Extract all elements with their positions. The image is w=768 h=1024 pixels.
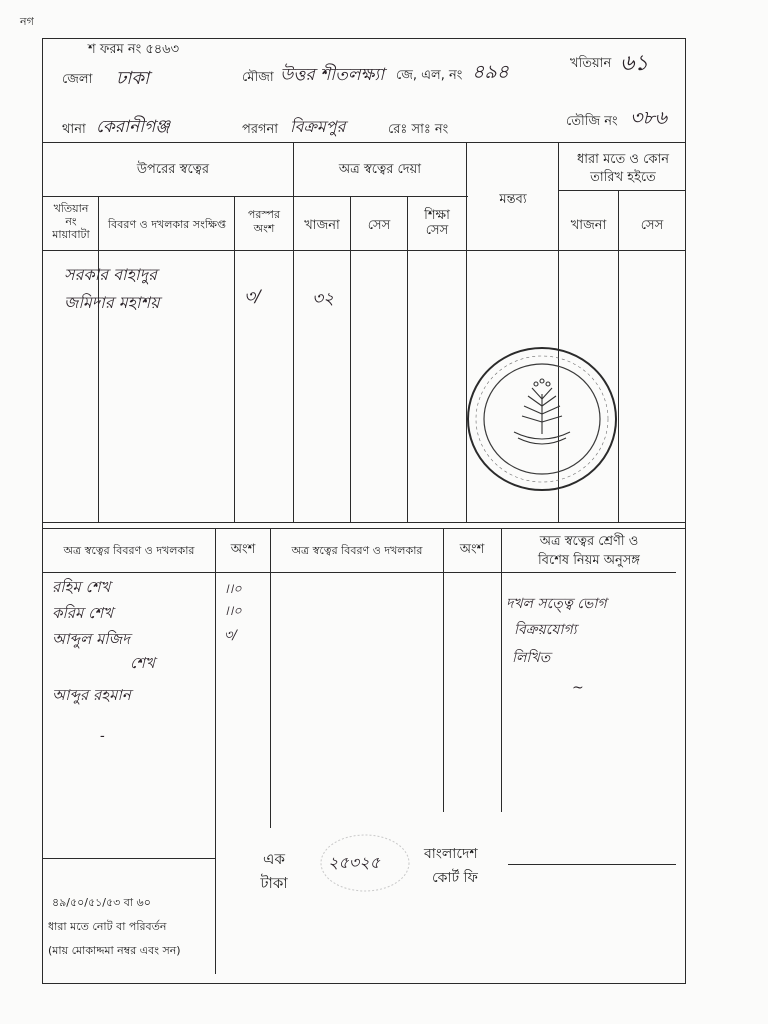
header-education-ses: শিক্ষা সেস [424, 208, 450, 238]
note-line-3: (মায় মোকাদ্দমা নম্বর এবং সন) [48, 944, 181, 957]
entry-share: ৩/ [244, 287, 261, 307]
owner-4: আব্দুর রহমান [52, 686, 131, 704]
share-1: ।।০ [224, 582, 242, 597]
thana-value: কেরানীগঞ্জ [96, 117, 170, 137]
table2-col-line [270, 528, 271, 828]
entry-khajna: ৩২ [312, 289, 335, 309]
header-section-date-1: ধারা মতে ও কোন [576, 152, 670, 167]
table1-col-line [350, 196, 351, 522]
table2-header-col5: অত্র স্বত্বের শ্রেণী ও বিশেষ নিয়ম অনুসঙ্গ [538, 534, 640, 568]
mouza-value: উত্তর শীতলক্ষ্যা [280, 65, 385, 85]
note-line-2: ধারা মতে নোট বা পরিবর্তন [48, 920, 167, 933]
official-seal-icon [464, 344, 620, 494]
pargana-label: পরগনা [242, 122, 279, 137]
owner-3-cont: শেখ [130, 654, 155, 672]
table1-bottom-line [42, 522, 686, 523]
thana-label: থানা [62, 122, 86, 137]
table2-header-col2: অংশ [230, 542, 256, 557]
header-upper-owner: উপরের স্বত্বের [136, 162, 210, 177]
footer-note-line [42, 858, 216, 859]
table1-col-line [234, 196, 235, 522]
header-section-date-2: তারিখ হইতে [590, 170, 656, 185]
header-khajna: খাজনা [304, 218, 340, 233]
form-number: শ ফরম নং ৫৪৬৩ [88, 42, 180, 57]
table2-col-line [443, 528, 444, 812]
header-description: বিবরণ ও দখলকার সংক্ষিপ্ত [108, 218, 226, 231]
header-owner-dues: অত্র স্বত্বের দেয়া [338, 162, 422, 177]
khatian-label: খতিয়ান [570, 56, 612, 71]
zila-value: ঢাকা [116, 68, 150, 89]
stamp-court-fee: কোর্ট ফি [432, 870, 478, 886]
je-l-no-value: ৪৯৪ [472, 61, 509, 83]
header-mutual-share: পরস্পর অংশ [247, 208, 281, 235]
header-khajna-2: খাজনা [570, 218, 607, 233]
khatian-value: ৬১ [620, 51, 649, 76]
stamp-taka: টাকা [260, 874, 288, 892]
header-ses-2: সেস [640, 218, 664, 233]
header-khatian-no: খতিয়ান নং মায়াবাটা [52, 202, 90, 241]
stamp-ek: এক [263, 850, 285, 868]
category-2: বিক্রয়যোগ্য [514, 622, 577, 638]
share-2: ।।০ [224, 604, 242, 619]
table2-header-bottom-line [42, 572, 676, 573]
entry-name-2: জমিদার মহাশয় [64, 293, 160, 312]
owner-2: করিম শেখ [52, 604, 113, 622]
category-1: দখল সত্ত্বে ভোগ [506, 596, 607, 612]
entry-name-1: সরকার বাহাদুর [64, 265, 157, 284]
table1-col-line [293, 142, 294, 522]
header-ses: সেস [367, 218, 391, 233]
owner-dash: - [100, 728, 105, 744]
category-mark: ~ [572, 680, 584, 696]
table1-col-line [407, 196, 408, 522]
stamp-bangladesh: বাংলাদেশ [424, 846, 478, 862]
table2-header-col3: অত্র স্বত্বের বিবরণ ও দখলকার [291, 544, 423, 557]
table2-col-line [215, 528, 216, 974]
table1-top-line [42, 142, 686, 143]
mouza-label: মৌজা [242, 70, 274, 85]
share-3: ৩/ [224, 628, 237, 643]
table1-right-subheader-line [558, 190, 686, 191]
table1-header-bottom-line [42, 250, 686, 251]
table1-col-line [98, 196, 99, 522]
table2-col-line [501, 528, 502, 812]
category-3: লিখিত [512, 650, 551, 666]
header-remarks: মন্তব্য [499, 192, 527, 207]
table2-header-col4: অংশ [459, 542, 485, 557]
stamp-signature: ২৫৩২৫ [328, 853, 380, 872]
edge-mark: নগ [20, 15, 34, 28]
touzi-value: ৩৮৬ [630, 107, 668, 129]
owner-1: রহিম শেখ [52, 578, 111, 596]
pargana-value: বিক্রমপুর [290, 117, 346, 136]
touzi-label: তৌজি নং [566, 114, 618, 129]
reg-no-label: রেঃ সাঃ নং [388, 122, 449, 137]
je-l-no-label: জে, এল, নং [396, 68, 463, 83]
footer-right-line [508, 864, 676, 865]
note-line-1: ৪৯/৫০/৫১/৫৩ বা ৬০ [52, 896, 151, 909]
table2-header-col1: অত্র স্বত্বের বিবরণ ও দখলকার [63, 544, 195, 557]
zila-label: জেলা [62, 72, 93, 87]
owner-3: আব্দুল মজিদ [52, 630, 130, 648]
table2-top-line [42, 528, 686, 529]
table1-subheader-line [42, 196, 468, 197]
